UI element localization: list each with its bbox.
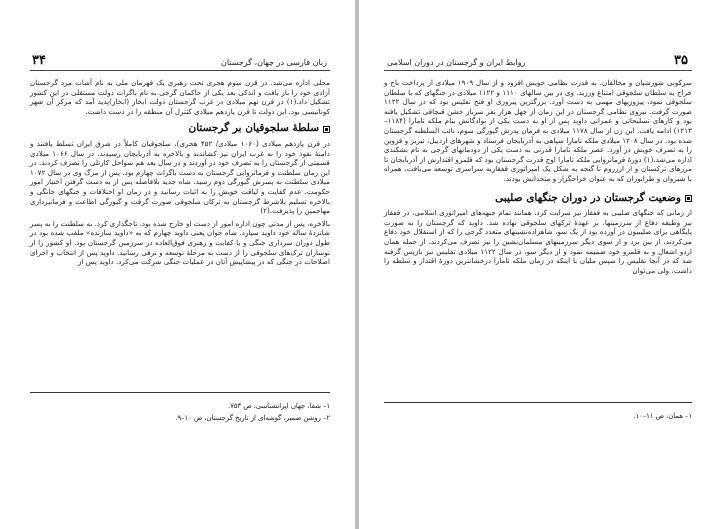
section-title: وضعیت گرجستان در دوران جنگهای صلیبی bbox=[495, 191, 681, 204]
footnote: ۱– همان، ص ۱۱–۱۰. bbox=[633, 412, 692, 420]
paragraph: از زمانی که جنگهای صلیبی به قفقاز نیز سرایت کرد، همانند تمام جبهه‌های امپراتوری اسلامی، در قفقاز نیز وظیفه دفاع از سرزمینها، بر عهدهٔ ترکهای سلجوقی نهاده شد. داوید که گرجستان را به صورت پایگاهی برای صلیبیون در آورده بود از یک سو، شاهزاده‌نشینهای متعدد گرجی را که از استقلال خود دفاع می‌کردند، از بین برد و از سوی دیگر سرزمینهای مسلمان‌نشین را نیز تصرف می‌کردند. از جمله همان اردو اشغال و به قلمرو خود ضمیمه نمود و از دیگر سو، در سال ۱۱۲۲ میلادی تفلیس نیز بازپس گرفته شد که در آنجا تفلیس را سپس ملیان با اینکه در زمان ملکه تامارا درخشانترین دورهٔ اقتدار و سلطه را داشت، ولی می‌توان bbox=[384, 208, 692, 275]
footnote: ۲– روشن ضمیر، گوشه‌ای از تاریخ گرجستان، ص ۱۰–۹. bbox=[175, 414, 330, 422]
header-rule bbox=[30, 70, 330, 71]
running-head: روابط ایران و گرجستان در دوران اسلامی bbox=[387, 58, 526, 67]
right-page bbox=[359, 0, 716, 529]
header-rule bbox=[384, 70, 692, 71]
paragraph: بالاخره، پس از مدتی چون اداره امور از دست او خارج شده بود، تاجگذاری کرد. به سلطنت را به پسر شانزدهٔ ساله خود داوید سپارد. شاه جوان یعنی داوید چهارم که به «داوید سازنده» ملقب شده بود در طول دوران سرداری جنگی و یا کفایت و رهبری فوق‌العاده در سرزمین گرجستان بود. او کشور را از نوسازان ترک‌های سلجوقی را از دست به مرحلهٔ توسعه و ترقی رسانید. داوید پس از انتخاب و اجرای اصلاحات در جنگی که در پیشاپیش آنان در عملیات جنگی شرکت می‌کرد. داوید پس از bbox=[30, 218, 330, 267]
footnote-rule bbox=[384, 402, 692, 403]
section-heading bbox=[30, 124, 330, 134]
section-title: سلطهٔ سلجوقیان بر گرجستان bbox=[188, 122, 319, 135]
body-text bbox=[30, 78, 330, 267]
left-page bbox=[0, 0, 355, 529]
footnotes bbox=[30, 400, 330, 424]
section-bullet-icon bbox=[323, 126, 330, 133]
page-number: ۳۴ bbox=[32, 53, 46, 68]
section-bullet-icon bbox=[685, 195, 692, 202]
paragraph: در قرن یازدهم میلادی (۱۰۶۰ میلادی/ ۴۵۲ هجری)، سلجوقیان کاملاً در شرق ایران تسلط یافتند و دامنهٔ نفوذ خود را به غرب ایران نیز کشاندند و بالاخره به آذربایجان رسیدند. در سال ۱۰۶۶ میلادی قسمتی از گرجستان را به تصرف خود در آوردند و در سال بعد هم سواحل کارتلی را تصرف کردند. در این زمان سلطنت و فرمانروایی گرجستان به دست باگرات چهارم بود. پس از مرگ وی در سال ۱۰۷۲ میلادی سلطنت به پسرش گیورگی دوم رسید. شاه جدید بلافاصله پس از به دست گرفتن اختیار امور حکومت، عدم کفایت و لیاقت خویش را به اثبات رسانید و در زمان او اختلافات و جنگهای خانگی و بالاخره تسلیم بلاشرط گرجستان به ترکان سلجوقی صورت گرفت و گیورگی اطاعت و فرمانبرداری مهاجمین را پذیرفت.(۲) bbox=[30, 138, 331, 216]
paragraph: سرکوبی شورشیان و مخالفان، به قدرت نظامی خویش افزود و از سال ۱۹۰۹ میلادی از پرداخت باج و خراج به سلطان سلجوقی امتناع ورزید. وی در بین سالهای ۱۱۱۰ و ۱۱۲۲ میلادی در جنگهای که با سلطان سلجوقی نمود، پیروزیهای مهمی به دست آورد. بزرگترین پیروزی او فتح تفلیس بود که در سال ۱۱۲۲ صورت گرفت. نیروی نظامی گرجستان در این زمان از چهل هزار نفر سرباز خشن قبچاقی تشکیل یافته بود و کارهای تسلیحاتی و عمرانی داوید پس از او به دست یکی از نوادگانش بنام ملکه تامارا (۱۱۸۴–۱۲۱۳) ادامه یافت. این زن از سال ۱۱۷۸ میلادی به فرمان پدرش گیورگی سوم، نائب السلطنه گرجستان شده بود. در سال ۱۲۰۸ میلادی ملکه تامارا سپاهی به آذربایجان فرستاد و شهرهای اردبیل، تبریز و قزوین را به تصرف خویش در آورد. عصر ملکه تامارا قدرتی به دست یکی از دودمانهای گرجی به نام بشکندی اداره می‌شد.(۱) دورهٔ فرمانروایی ملکه تامارا اوج قدرت گرجستان بود که قلمرو اقتدارش از آذربایجان تا مرزهای ترکستان و از ارزروم تا گنجه به شکل یک امپراتوری قفقازیه سراسری توسعه می‌یافت، همراه با شیروان و طرابوزان که به عنوان خراجگزار و متحدانش بودند. bbox=[384, 78, 692, 183]
page-number: ۳۵ bbox=[674, 53, 688, 68]
running-head: زبان فارسی در جهان، گرجستان bbox=[220, 58, 327, 67]
section-heading bbox=[384, 191, 692, 204]
paragraph: محلی اداره می‌شد. در قرن سوم هجری تحت رهبری یک قهرمان ملی به نام آشات مزد گرجستان آزادی خود را باز یافت و اندکی بعد یکی از حاکمان گرجی به نام باگرات دولت مستقلی در این کشور تشکیل داد.(۱) در قرن نهم میلادی در غرب گرجستان دولت ابخاز (ابخاز)پدید آمد که مرکز آن شهر کوتاتیسی بود. این دولت تا قرن یازدهم میلادی کنترل آن منطقه را در دست داشت. bbox=[30, 78, 331, 116]
footnotes bbox=[392, 410, 692, 422]
footnote: ۱– شفا، جهان ایرانشناسی، ص ۷۵۳. bbox=[227, 402, 330, 410]
body-text bbox=[384, 78, 692, 275]
footnote-rule bbox=[30, 392, 330, 393]
